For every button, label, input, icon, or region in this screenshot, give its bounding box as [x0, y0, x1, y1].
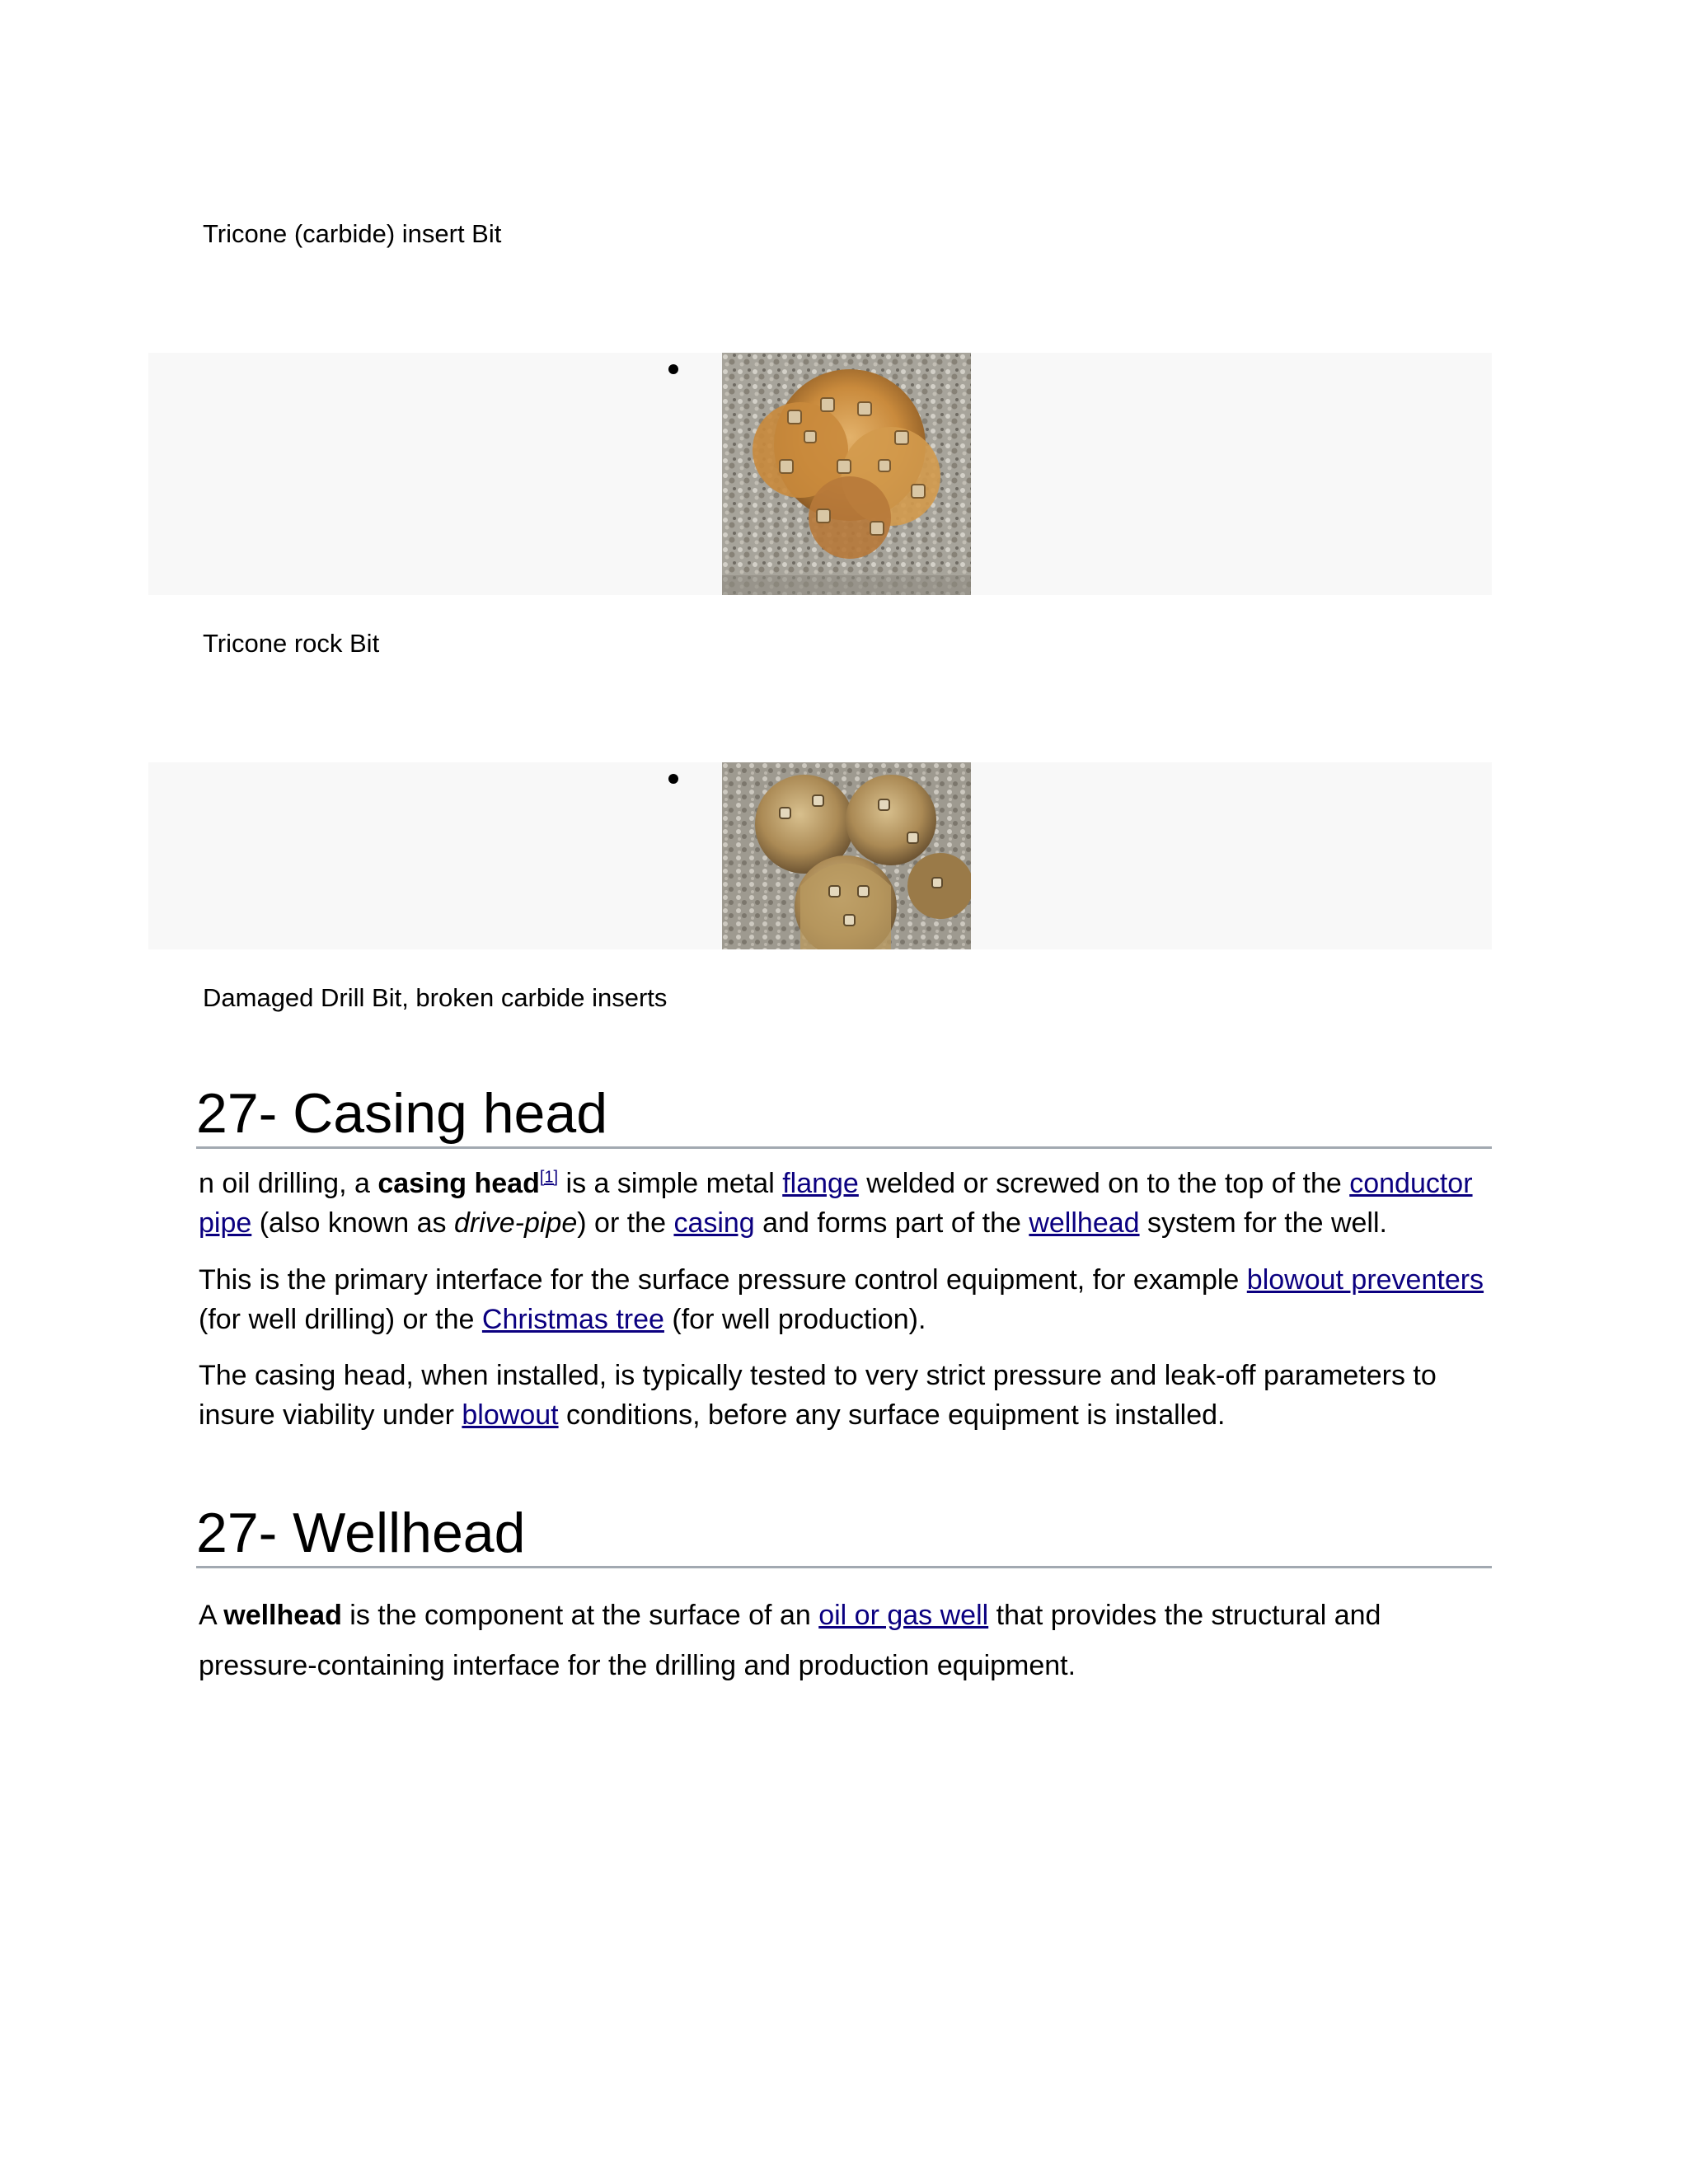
section-heading-wellhead: 27- Wellhead — [196, 1500, 1492, 1568]
link-wellhead[interactable]: wellhead — [1029, 1207, 1140, 1239]
casing-head-paragraph-2 — [199, 1260, 1484, 1339]
bold-term: wellhead — [223, 1600, 342, 1631]
link-casing[interactable]: casing — [673, 1207, 755, 1239]
text-run: n oil drilling, a — [199, 1168, 378, 1199]
section-heading-casing-head: 27- Casing head — [196, 1080, 1492, 1149]
text-run: This is the primary interface for the surface pressure control equipment, for example — [199, 1264, 1247, 1296]
tricone-rock-bit-photo — [722, 353, 971, 595]
text-run: is a simple metal — [558, 1168, 783, 1199]
gallery-caption: Tricone (carbide) insert Bit — [203, 219, 502, 248]
link-blowout[interactable]: blowout — [462, 1399, 559, 1431]
tricone-rock-bit-image[interactable] — [722, 353, 971, 595]
gallery-caption: Tricone rock Bit — [203, 629, 380, 658]
text-run: system for the well. — [1139, 1207, 1387, 1239]
text-run: welded or screwed on to the top of the — [858, 1168, 1350, 1199]
text-run: (also known as — [251, 1207, 454, 1239]
damaged-drill-bit-image[interactable] — [722, 762, 971, 949]
list-bullet — [668, 774, 678, 784]
gallery-caption: Damaged Drill Bit, broken carbide inserts — [203, 983, 668, 1012]
link-flange[interactable]: flange — [782, 1168, 859, 1199]
text-run: that provides the structural and pressure-containing interface for the drilling and production equipment. — [199, 1600, 1381, 1681]
list-bullet — [668, 364, 678, 374]
link-blowout-preventers[interactable]: blowout preventers — [1246, 1264, 1484, 1296]
text-run: and forms part of the — [754, 1207, 1029, 1239]
text-run: A — [199, 1600, 224, 1631]
text-run: (for well drilling) or the — [199, 1304, 482, 1335]
reference-sup — [540, 1169, 558, 1187]
bold-term: casing head — [377, 1168, 540, 1199]
reference-link[interactable]: [1] — [539, 1168, 559, 1187]
casing-head-paragraph-3 — [199, 1356, 1484, 1435]
text-run: is the component at the surface of an — [341, 1600, 819, 1631]
damaged-drill-bit-photo — [722, 762, 971, 949]
text-run: (for well production). — [663, 1304, 926, 1335]
text-run: conditions, before any surface equipment is installed. — [558, 1399, 1226, 1431]
gallery-item — [148, 353, 1492, 595]
wellhead-paragraph-1 — [199, 1591, 1484, 1691]
italic-term: drive-pipe — [453, 1207, 578, 1239]
casing-head-paragraph-1 — [199, 1164, 1484, 1243]
link-oil-or-gas-well[interactable]: oil or gas well — [818, 1600, 989, 1631]
link-christmas-tree[interactable]: Christmas tree — [481, 1304, 664, 1335]
gallery-item — [148, 762, 1492, 949]
link-conductor-pipe[interactable]: conductor pipe — [199, 1168, 1473, 1239]
text-run: The casing head, when installed, is typically tested to very strict pressure and leak-off parameters to insure viability under — [199, 1360, 1437, 1431]
text-run: ) or the — [577, 1207, 674, 1239]
